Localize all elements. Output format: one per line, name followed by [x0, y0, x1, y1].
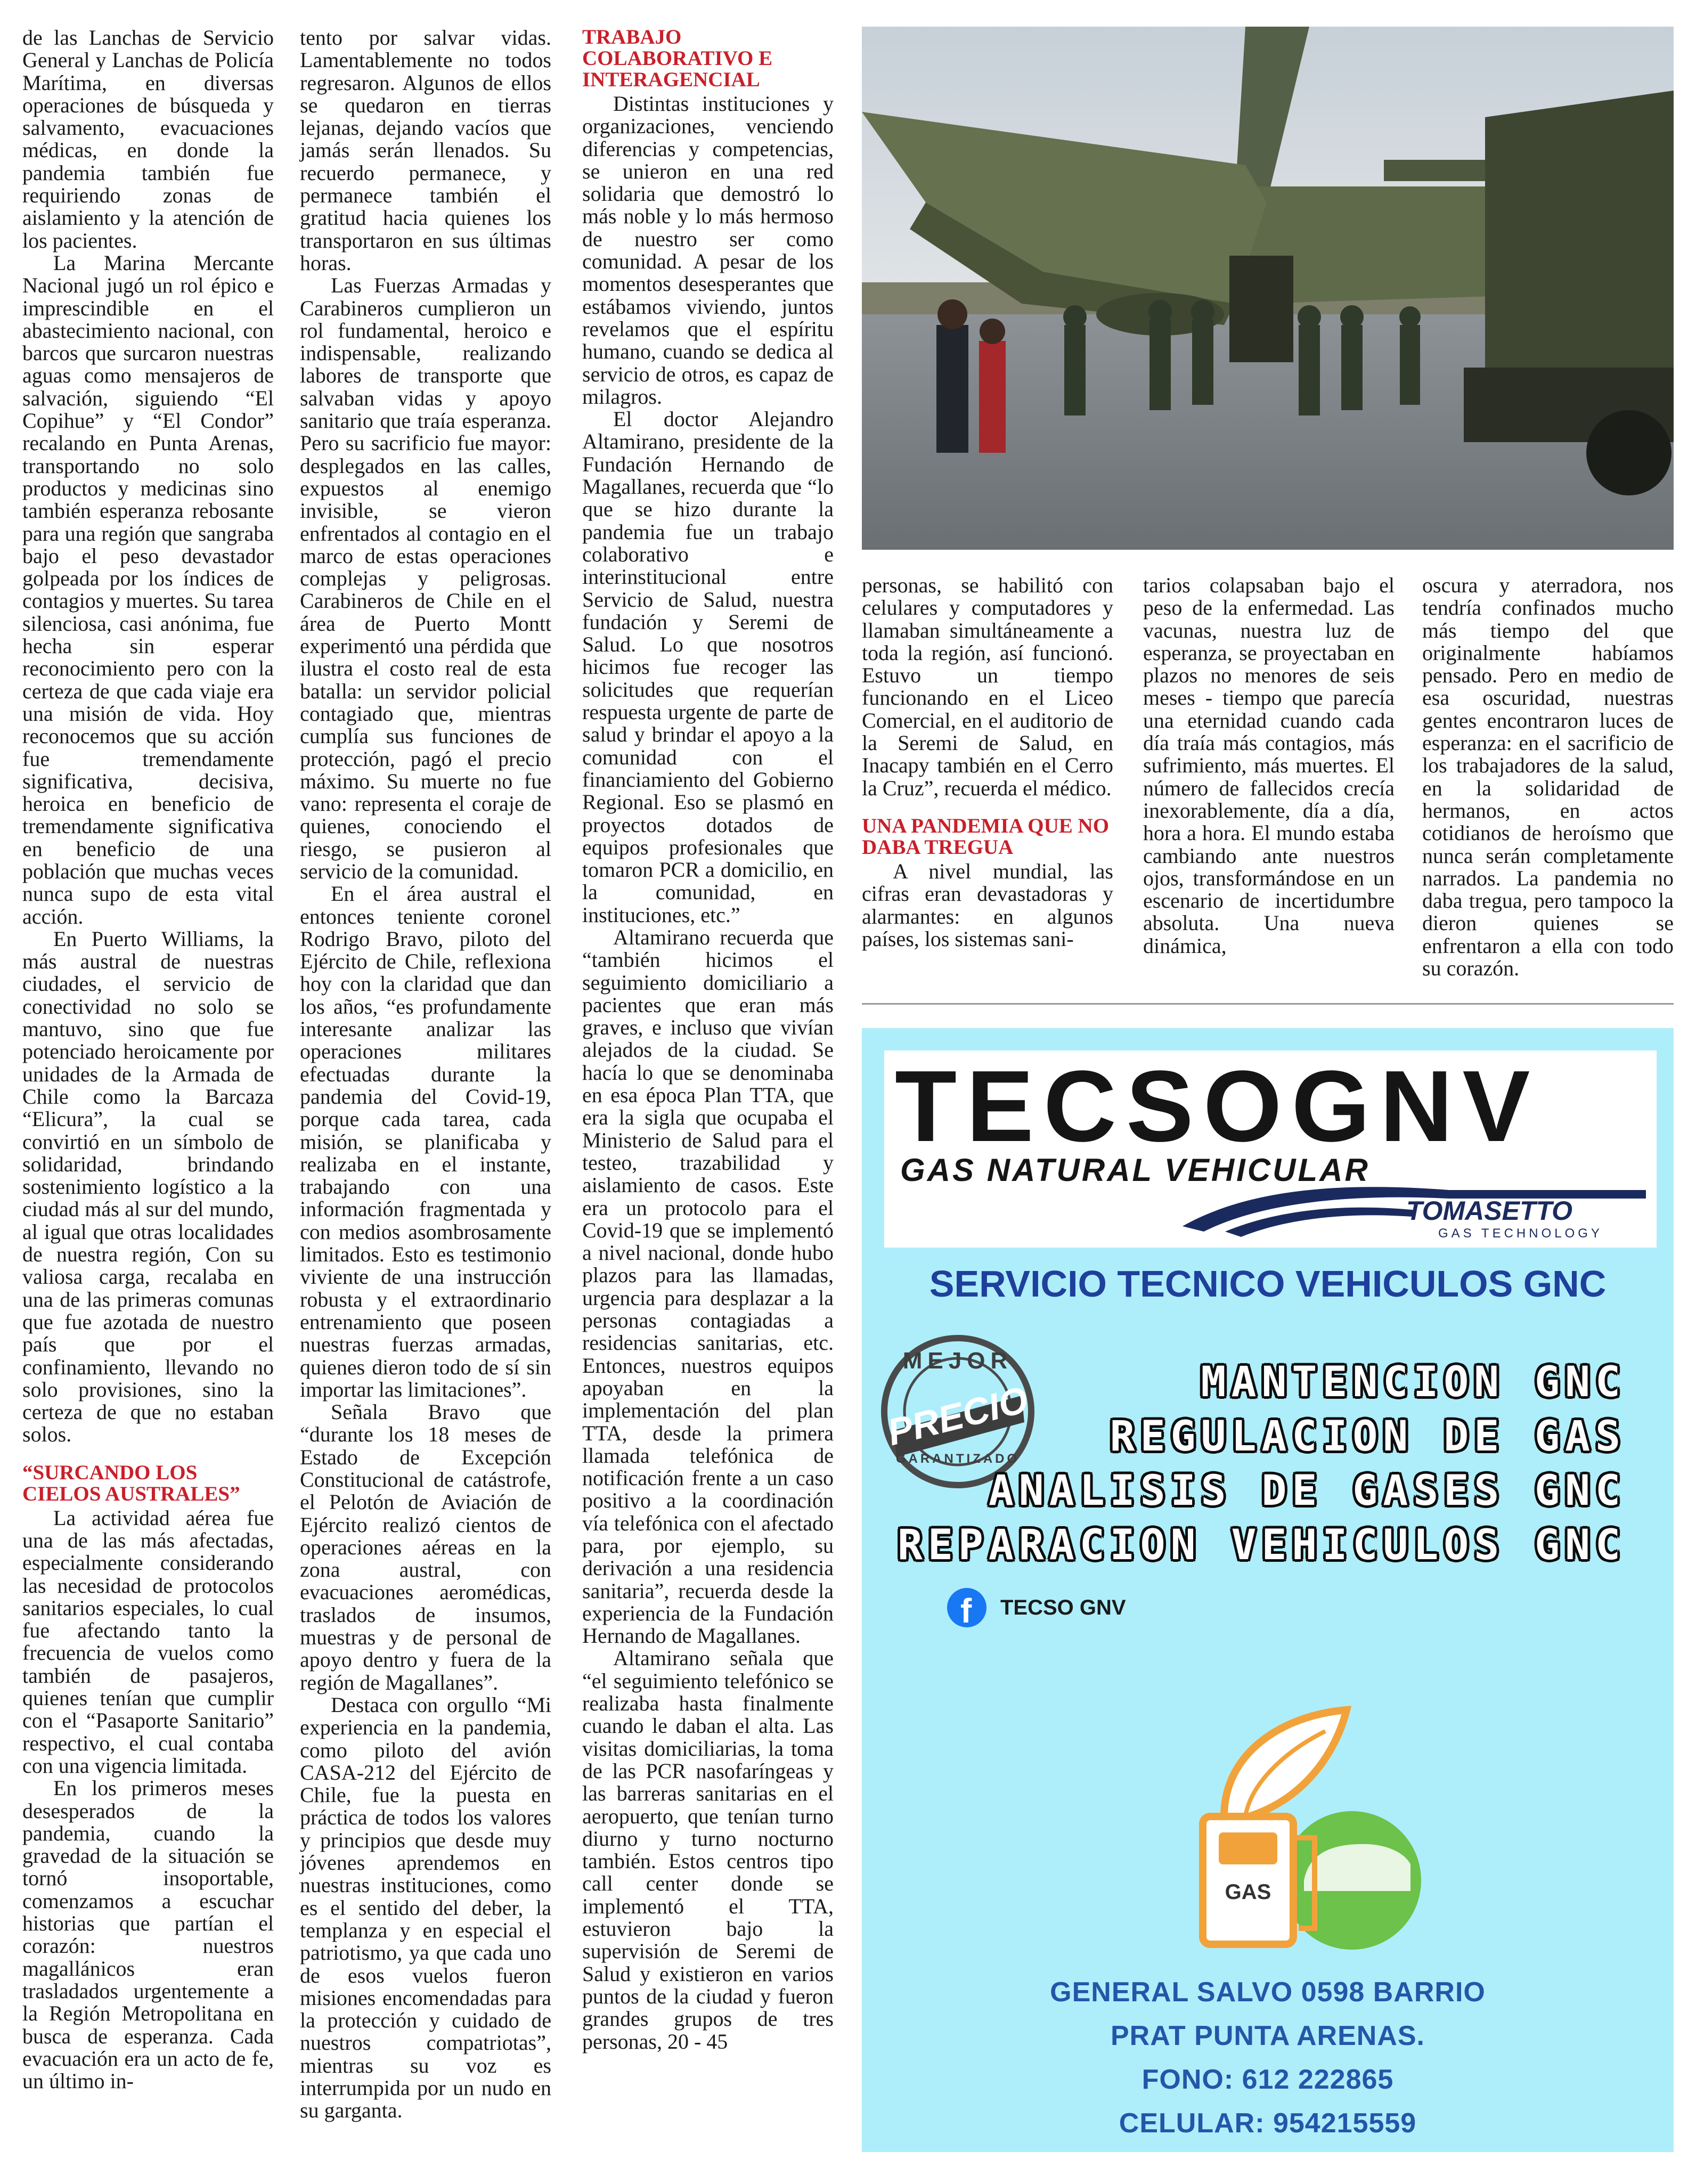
- article-column-6: [1422, 574, 1674, 980]
- paragraph: Señala Bravo que “durante los 18 meses de Estado de Excepción Constitucional de catástrofe, el Pelotón de Aviación de Ejército realizó cientos de operaciones aéreas en la zona austral, con evacuaciones aeromédicas, traslados de insumos, muestras y de personal de apoyo dentro y fuera de la región de Magallanes”.: [300, 1400, 551, 1694]
- paragraph: El doctor Alejandro Altamirano, presidente de la Fundación Hernando de Magallanes, recuerda que “lo que se hizo durante la pandemia fue un trabajo colaborativo e interinstitucional entre Servicio de Salud, nuestra fundación y Seremi de Salud. Lo que nosotros hicimos fue recoger las solicitudes que requerían respuesta urgente de parte de salud y brindar el apoyo a la comunidad con el financiamiento del Gobierno Regional. Eso se plasmó en proyectos dotados de equipos profesionales que tomaron PCR a domicilio, en la comunidad, en instituciones, etc.”: [582, 407, 834, 927]
- paragraph: En el área austral el entonces teniente coronel Rodrigo Bravo, piloto del Ejército de Chile, reflexiona hoy con la claridad que dan los años, “es profundamente interesante analizar las operaciones militares efectuadas durante la pandemia del Covid-19, porque cada tarea, cada misión, se planificaba y realizaba en el instante, trabajando con una información fragmentada y con medios asombrosamente limitados. Esto es testimonio viviente de una instrucción robusta y el extraordinario entrenamiento que poseen nuestras fuerzas armadas, quienes dieron todo de sí sin importar las limitaciones”.: [300, 882, 551, 1401]
- brand-tagline: GAS NATURAL VEHICULAR: [900, 1152, 1370, 1188]
- paragraph: En los primeros meses desesperados de la pandemia, cuando la gravedad de la situación se tornó insoportable, comenzamos a escuchar historias que partían el corazón: nuestros magallánicos eran trasladados urgentemente a la Región Metropolitana en busca de esperanza. Cada evacuación era un acto de fe, un último in-: [22, 1776, 274, 2093]
- paragraph: La Marina Mercante Nacional jugó un rol épico e imprescindible en el abastecimiento nacional, con barcos que surcaron nuestras aguas como mensajeros de salvación, siguiendo “El Copihue” y “El Condor” recalando en Punta Arenas, transportando no solo productos y medicinas sino también esperanza rebosante para una región que sangraba bajo el peso devastador golpeada por los índices de contagios y muertes. Su tarea silenciosa, casi anónima, fue hecha sin esperar reconocimiento pero con la certeza de que cada viaje era una misión de vida. Hoy reconocemos que su acción fue tremendamente significativa, decisiva, heroica en beneficio de tremendamente significativa en beneficio de una población que muchas veces nunca supo de esta vital acción.: [22, 250, 274, 928]
- paragraph: Altamirano señala que “el seguimiento telefónico se realizaba hasta finalmente cuando le daban el alta. Las visitas domiciliarias, la toma de las PCR nasofaríngeas y las barreras sanitarias en el aeropuerto, que tenían turno diurno y turno nocturno también. Estos centros tipo call center donde se implementó el TTA, estuvieron bajo la supervisión de Seremi de Salud y existieron en varios puntos de la ciudad y fueron grandes grupos de tres personas, 20 - 45: [582, 1646, 834, 2053]
- paragraph: tarios colapsaban bajo el peso de la enfermedad. Las vacunas, nuestra luz de esperanza, se proyectaban en plazos no menores de seis meses - tiempo que parecía una eternidad cuando cada día traía más contagios, más sufrimiento, más muertes. El número de fallecidos crecía inexorablemente, día a día, hora a hora. El mundo estaba cambiando ante nuestros ojos, transformándose en un escenario de incertidumbre absoluta. Una nueva dinámica,: [1143, 573, 1395, 958]
- partner-name: TOMASETTO: [1406, 1196, 1573, 1226]
- article-column-3: [582, 27, 834, 2053]
- ad-headline: SERVICIO TECNICO VEHICULOS GNC: [929, 1263, 1607, 1305]
- paragraph: Las Fuerzas Armadas y Carabineros cumplieron un rol fundamental, heroico e indispensable, realizando labores de transporte que salvaban vidas y apoyo sanitario que traía esperanza. Pero su sacrificio fue mayor: desplegados en las calles, expuestos al enemigo invisible, se vieron enfrentados al contagio en el marco de estas operaciones complejas y peligrosas. Carabineros de Chile en el área de Puerto Montt experimentó una pérdida que ilustra el costo real de esta batalla: un servidor policial contagiado que, mientras cumplía sus funciones de protección, pagó el precio máximo. Su muerte no fue vano: representa el coraje de quienes, conociendo el riesgo, se pusieron al servicio de la comunidad.: [300, 273, 551, 883]
- article-column-5: [1143, 574, 1395, 957]
- photo-illustration: [862, 27, 1674, 550]
- stamp-top-text: MEJOR: [902, 1348, 1013, 1374]
- stamp-main-text: PRECIO: [883, 1378, 1032, 1454]
- article-column-1: [22, 27, 274, 2092]
- service-item: MANTENCION GNC: [1201, 1358, 1626, 1406]
- section-heading: UNA PANDEMIA QUE NO DABA TREGUA: [862, 814, 1110, 859]
- service-item: ANALISIS DE GASES GNC: [988, 1467, 1626, 1515]
- address-line-2: PRAT PUNTA ARENAS.: [1111, 2020, 1425, 2051]
- divider-line: [862, 1003, 1674, 1005]
- paragraph: Distintas instituciones y organizaciones, venciendo diferencias y competencias, se unieron en una red solidaria que demostró lo más noble y lo más hermoso de nuestro ser como comunidad. A pesar de los momentos desesperantes que estábamos viviendo, juntos revelamos que el espíritu humano, cuando se dedica al servicio de otros, es capaz de milagros.: [582, 92, 834, 409]
- service-item: REGULACION DE GAS: [1110, 1413, 1626, 1461]
- service-item: REPARACION VEHICULOS GNC: [897, 1521, 1626, 1569]
- brand-name: TECSOGNV: [895, 1050, 1540, 1163]
- paragraph: Destaca con orgullo “Mi experiencia en la pandemia, como piloto del avión CASA-212 del Ejército de Chile, fue la puesta en práctica de todos los valores y principios que desde muy jóvenes aprendemos en nuestras instituciones, como es el sentido del deber, la templanza y en especial el patriotismo, ya que cada uno de esos vuelos fueron misiones encomendadas para la protección y cuidado de nuestros compatriotas”, mientras su voz es interrumpida por un nudo en su garganta.: [300, 1692, 551, 2123]
- gas-pump-illustration: [1144, 1678, 1421, 1955]
- paragraph: Altamirano recuerda que “también hicimos el seguimiento domiciliario a pacientes que eran más graves, e incluso que vivían alejados de la ciudad. Se hacía lo que se denominaba en esa época Plan TTA, que era la sigla que ocupaba el Ministerio de Salud para el testeo, trazabilidad y aislamiento de casos. Este era un protocolo para el Covid-19 que se implementó a nivel nacional, donde hubo plazos para las llamadas, urgencia para desplazar a la personas contagiadas a residencias sanitarias, etc. Entonces, nuestros equipos apoyaban en la implementación del plan TTA, desde la primera llamada telefónica de notificación frente a un caso positivo a la coordinación vía telefónica con el afectado para, por ejemplo, su derivación a una residencia sanitaria”, recuerda desde la experiencia de la Fundación Hernando de Magallanes.: [582, 925, 834, 1648]
- paragraph: oscura y aterradora, nos tendría confinados mucho más tiempo del que originalmente habíamos pensado. Pero en medio de esa oscuridad, nuestras gentes encontraron luces de esperanza: en el sacrificio de los trabajadores de la salud, en la solidaridad de hermanos, en actos cotidianos de heroísmo que nunca serán completamente narrados. La pandemia no daba tregua, pero tampoco la dieron quienes se enfrentaron a ella con todo su corazón.: [1422, 573, 1674, 981]
- paragraph: de las Lanchas de Servicio General y Lanchas de Policía Marítima, en diversas operaciones de búsqueda y salvamento, evacuaciones médicas, en donde la pandemia también fue requiriendo zonas de aislamiento y la atención de los pacientes.: [22, 26, 274, 252]
- facebook-page-name: TECSO GNV: [1000, 1595, 1126, 1619]
- paragraph: La actividad aérea fue una de las más afectadas, especialmente considerando las necesidad de protocolos sanitarios especiales, lo cual fue afectando tanto la frecuencia de vuelos como también de pasajeros, quienes tenían que cumplir con el “Pasaporte Sanitario” respectivo, el cual contaba con una vigencia limitada.: [22, 1505, 274, 1778]
- section-heading: “SURCANDO LOS CIELOS AUSTRALES”: [22, 1461, 240, 1505]
- paragraph: En Puerto Williams, la más austral de nuestras ciudades, el servicio de conectividad no solo se mantuvo, sino que fue potenciado heroicamente por unidades de la Armada de Chile como la Barcaza “Elicura”, la cual se convirtió en un símbolo de solidaridad, brindando sostenimiento logístico a la ciudad más al sur del mundo, al igual que otras localidades de nuestra región, Con su valiosa carga, recalaba en una de las primeras comunas que fue azotada de nuestro país que por el confinamiento, llevando no solo provisiones, sino la certeza de que no estaban solos.: [22, 926, 274, 1447]
- tecso-gnv-advertisement: [862, 1028, 1674, 2152]
- phone-number: FONO: 612 222865: [1141, 2064, 1394, 2095]
- address-line-1: GENERAL SALVO 0598 BARRIO: [1050, 1977, 1486, 2008]
- gas-label: GAS: [1225, 1880, 1271, 1904]
- paragraph: A nivel mundial, las cifras eran devastadoras y alarmantes: en algunos países, los sistemas sani-: [862, 859, 1113, 951]
- partner-tagline: GAS TECHNOLOGY: [1438, 1226, 1603, 1241]
- stamp-bottom-text: GARANTIZADO: [895, 1452, 1020, 1466]
- paragraph: tento por salvar vidas. Lamentablemente no todos regresaron. Algunos de ellos se quedaron en tierras lejanas, dejando vacíos que jamás serán llenados. Su recuerdo permanece, y permanece también el gratitud hacia quienes los transportaron en sus últimas horas.: [300, 26, 551, 275]
- cell-number: CELULAR: 954215559: [1119, 2108, 1417, 2139]
- section-heading: TRABAJO COLABORATIVO E INTERAGENCIAL: [582, 26, 773, 91]
- brand-logo: [884, 1050, 1657, 1248]
- facebook-link[interactable]: [947, 1586, 1126, 1629]
- gas-station-car-icon: [1144, 1678, 1421, 1955]
- article-column-4: [862, 574, 1113, 950]
- facebook-icon: f: [947, 1588, 986, 1627]
- paragraph: personas, se habilitó con celulares y computadores y llamaban simultáneamente a toda la región, así funcionó. Estuvo un tiempo funcionando en el Liceo Comercial, en el auditorio de la Seremi de Salud, en Inacapy también en el Cerro la Cruz”, recuerda el médico.: [862, 573, 1113, 800]
- military-airplane-photo: [862, 27, 1674, 550]
- article-column-2: [300, 27, 551, 2122]
